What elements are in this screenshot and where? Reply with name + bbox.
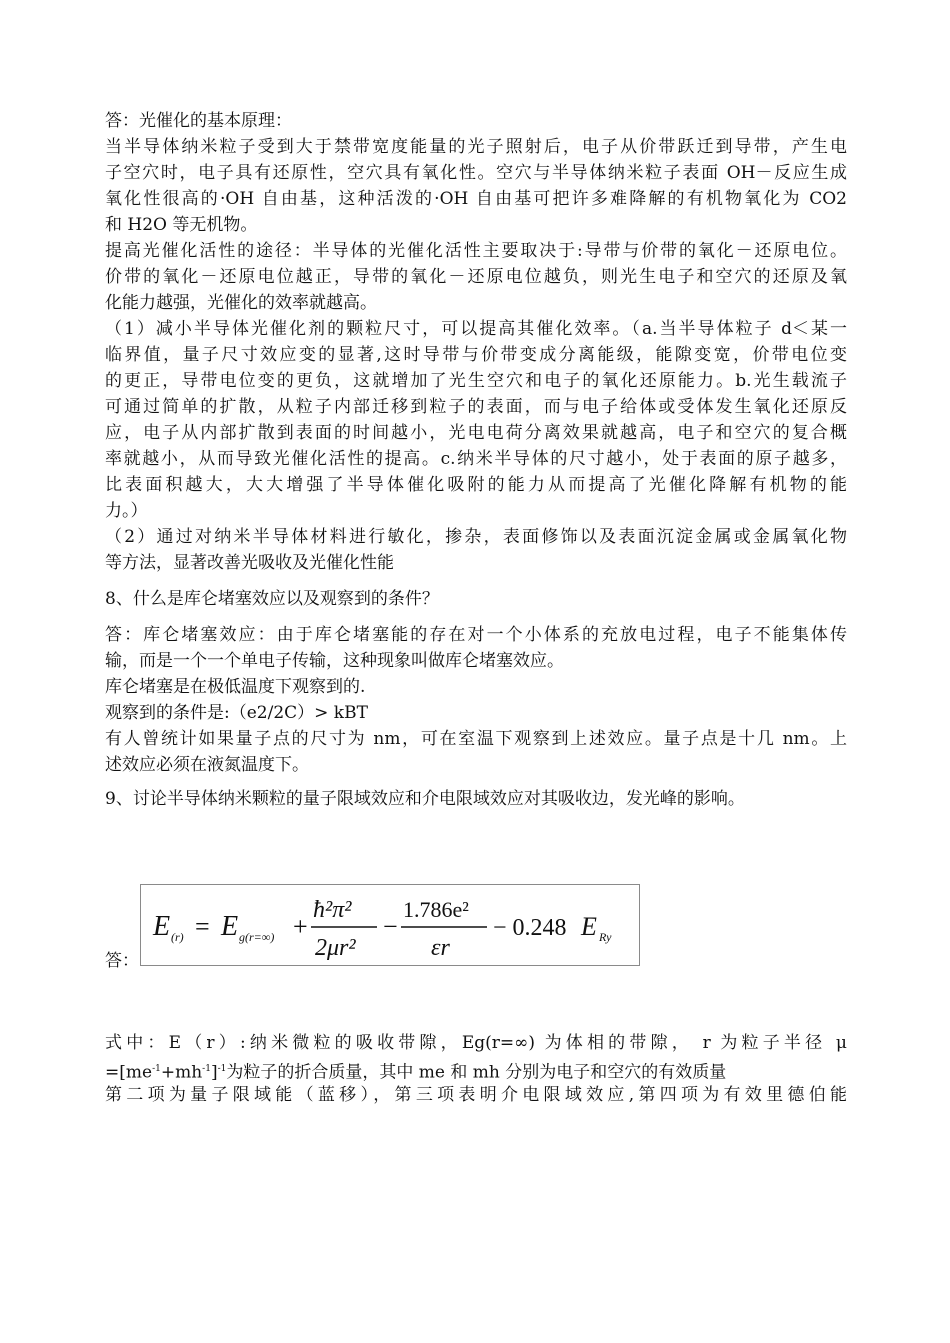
text-line: 可通过简单的扩散，从粒子内部迁移到粒子的表面，而与电子给体或受体发生氧化还原反 xyxy=(105,397,847,417)
formula-lhs: E xyxy=(153,911,171,942)
text-line: 等方法，显著改善光吸收及光催化性能 xyxy=(105,553,394,573)
formula-minus2: − 0.248 xyxy=(493,915,567,941)
formula-eq: = xyxy=(195,912,210,941)
text-line: （2）通过对纳米半导体材料进行敏化，掺杂，表面修饰以及表面沉淀金属或金属氧化物 xyxy=(105,527,847,547)
formula-eg: E xyxy=(221,911,239,942)
text-line: 答：光催化的基本原理： xyxy=(105,111,292,131)
text-line: 率就越小，从而导致光催化活性的提高。c.纳米半导体的尺寸越小，处于表面的原子越多， xyxy=(105,449,847,469)
text-line: 当半导体纳米粒子受到大于禁带宽度能量的光子照射后，电子从价带跃迁到导带，产生电 xyxy=(105,137,847,157)
formula-num2: 1.786e² xyxy=(403,897,469,922)
text-line: 和 H2O 等无机物。 xyxy=(105,215,258,235)
reduced-mass-sup-1: -1 xyxy=(152,1064,161,1074)
formula-image xyxy=(140,884,640,966)
reduced-mass-close: ] xyxy=(210,1062,218,1082)
text-line: 比表面积越大，大大增强了半导体催化吸附的能力从而提高了光催化降解有机物的能 xyxy=(105,475,847,495)
reduced-mass-text: 为粒子的折合质量，其中 me 和 mh 分别为电子和空穴的有效质量 xyxy=(226,1062,727,1082)
reduced-mass-sup-3: -1 xyxy=(217,1064,227,1074)
text-line: 输，而是一个一个单电子传输，这种现象叫做库仑堵塞效应。 xyxy=(105,651,564,671)
answer-label: 答： xyxy=(105,951,139,971)
text-line: 述效应必须在液氮温度下。 xyxy=(105,755,309,775)
reduced-mass-prefix: =[me xyxy=(105,1062,153,1082)
text-line: 化能力越强，光催化的效率就越高。 xyxy=(105,293,377,313)
formula-den2: εr xyxy=(431,935,450,961)
formula-num1: ħ²π² xyxy=(313,897,352,923)
text-line: 9、讨论半导体纳米颗粒的量子限域效应和介电限域效应对其吸收边，发光峰的影响。 xyxy=(105,789,745,809)
formula-minus1: − xyxy=(383,912,398,941)
formula-explanation-line-2 xyxy=(105,1056,847,1082)
text-line: （1）减小半导体光催化剂的颗粒尺寸，可以提高其催化效率。（a.当半导体粒子 d＜某一 xyxy=(105,319,847,339)
reduced-mass-mid: +mh xyxy=(160,1062,203,1082)
text-line: 提高光催化活性的途径：半导体的光催化活性主要取决于:导带与价带的氧化－还原电位。 xyxy=(105,241,847,261)
text-line: 8、什么是库仑堵塞效应以及观察到的条件？ xyxy=(105,589,439,609)
reduced-mass-sup-2: -1 xyxy=(202,1064,211,1074)
formula-ery-sub: Ry xyxy=(599,930,612,944)
text-line: 力。） xyxy=(105,501,148,521)
formula-explanation-line-1: 式中：E（r）:纳米微粒的吸收带隙，Eg(r=∞) 为体相的带隙， r 为粒子半径 μ xyxy=(105,1033,847,1053)
text-line: 临界值，量子尺寸效应变的显著,这时导带与价带变成分离能级，能隙变宽，价带电位变 xyxy=(105,345,847,365)
text-line: 应，电子从内部扩散到表面的时间越小，光电电荷分离效果就越高，电子和空穴的复合概 xyxy=(105,423,847,443)
formula-lhs-sub: (r) xyxy=(171,930,184,944)
text-line: 的更正，导带电位变的更负，这就增加了光生空穴和电子的氧化还原能力。b.光生载流子 xyxy=(105,371,847,391)
text-line: 答：库仑堵塞效应：由于库仑堵塞能的存在对一个小体系的充放电过程，电子不能集体传 xyxy=(105,625,847,645)
formula-svg xyxy=(141,885,639,965)
formula-plus: + xyxy=(293,912,308,941)
text-line: 观察到的条件是:（e2/2C）> kBT xyxy=(105,703,368,723)
formula-explanation-line-3: 第二项为量子限域能（蓝移），第三项表明介电限域效应,第四项为有效里德伯能 xyxy=(105,1085,847,1105)
formula-den1: 2μr² xyxy=(315,935,356,961)
text-line: 子空穴时，电子具有还原性，空穴具有氧化性。空穴与半导体纳米粒子表面 OH－反应生成 xyxy=(105,163,847,183)
text-line: 有人曾统计如果量子点的尺寸为 nm，可在室温下观察到上述效应。量子点是十几 nm。上 xyxy=(105,729,847,749)
formula-eg-sub: g(r=∞) xyxy=(239,930,275,944)
text-line: 氧化性很高的·OH 自由基，这种活泼的·OH 自由基可把许多难降解的有机物氧化为 CO2 xyxy=(105,189,847,209)
formula-ery: E xyxy=(581,912,597,941)
text-line: 价带的氧化－还原电位越正，导带的氧化－还原电位越负，则光生电子和空穴的还原及氧 xyxy=(105,267,847,287)
text-line: 库仑堵塞是在极低温度下观察到的. xyxy=(105,677,366,697)
